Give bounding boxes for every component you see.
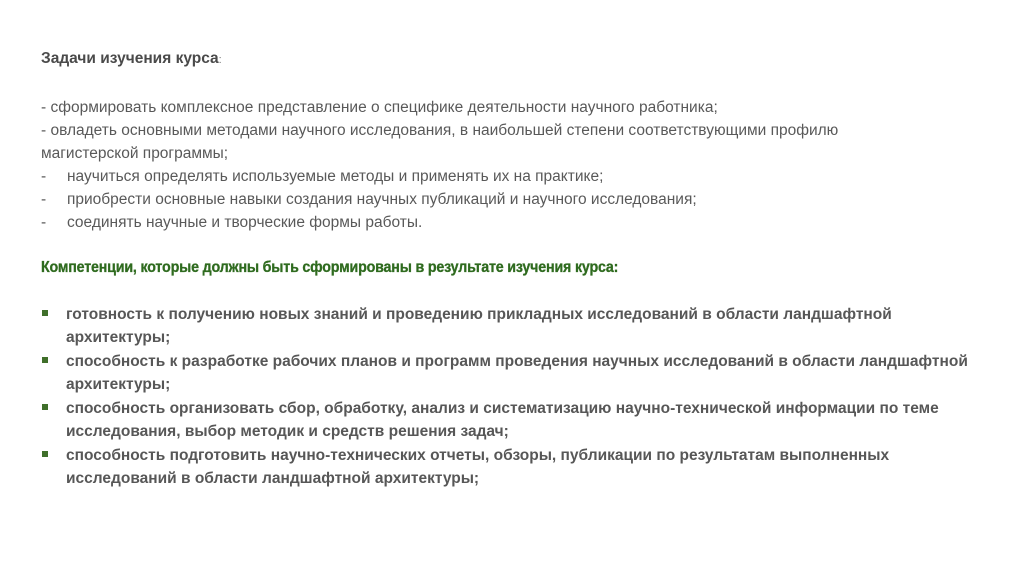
competency-text: способность подготовить научно-технических отчеты, обзоры, публикации по результатам выполненных исследований в области ландшафтной архитектуры; (66, 447, 890, 487)
competency-text: готовность к получению новых знаний и проведению прикладных исследований в области ландшафтной архитектуры; (66, 306, 892, 346)
square-bullet-icon (42, 310, 48, 316)
square-bullet-icon (42, 451, 48, 457)
competencies-heading: Компетенции, которые должны быть сформированы в результате изучения курса: (41, 259, 619, 276)
task-dash-item (41, 165, 991, 188)
task-dash-item (41, 188, 991, 211)
list-item (41, 397, 981, 443)
task-line: - сформировать комплексное представление о специфике деятельности научного работника; (41, 99, 718, 116)
square-bullet-icon (42, 357, 48, 363)
tasks-title-colon: : (218, 54, 222, 66)
list-item (41, 350, 981, 396)
task-line: - овладеть основными методами научного исследования, в наибольшей степени соответствующими профилю (41, 122, 839, 139)
competencies-list (41, 303, 981, 491)
dash-marker: - (41, 214, 47, 231)
competency-text: способность организовать сбор, обработку, анализ и систематизацию научно-технической информации по теме исследования, выбор методик и средств решения задач; (66, 400, 939, 440)
competency-text: способность к разработке рабочих планов и программ проведения научных исследований в области ландшафтной архитектуры; (66, 353, 968, 393)
square-bullet-icon (42, 404, 48, 410)
dash-marker: - (41, 191, 47, 208)
tasks-title-text: Задачи изучения курса (41, 50, 219, 67)
task-dash-item (41, 211, 991, 234)
task-text: приобрести основные навыки создания научных публикаций и научного исследования; (67, 191, 697, 208)
tasks-list (41, 96, 991, 234)
task-text: научиться определять используемые методы и применять их на практике; (67, 168, 604, 185)
list-item (41, 303, 981, 349)
dash-marker: - (41, 168, 47, 185)
tasks-title (41, 50, 222, 68)
task-line: магистерской программы; (41, 145, 229, 162)
list-item (41, 444, 981, 490)
task-text: соединять научные и творческие формы работы. (67, 214, 423, 231)
